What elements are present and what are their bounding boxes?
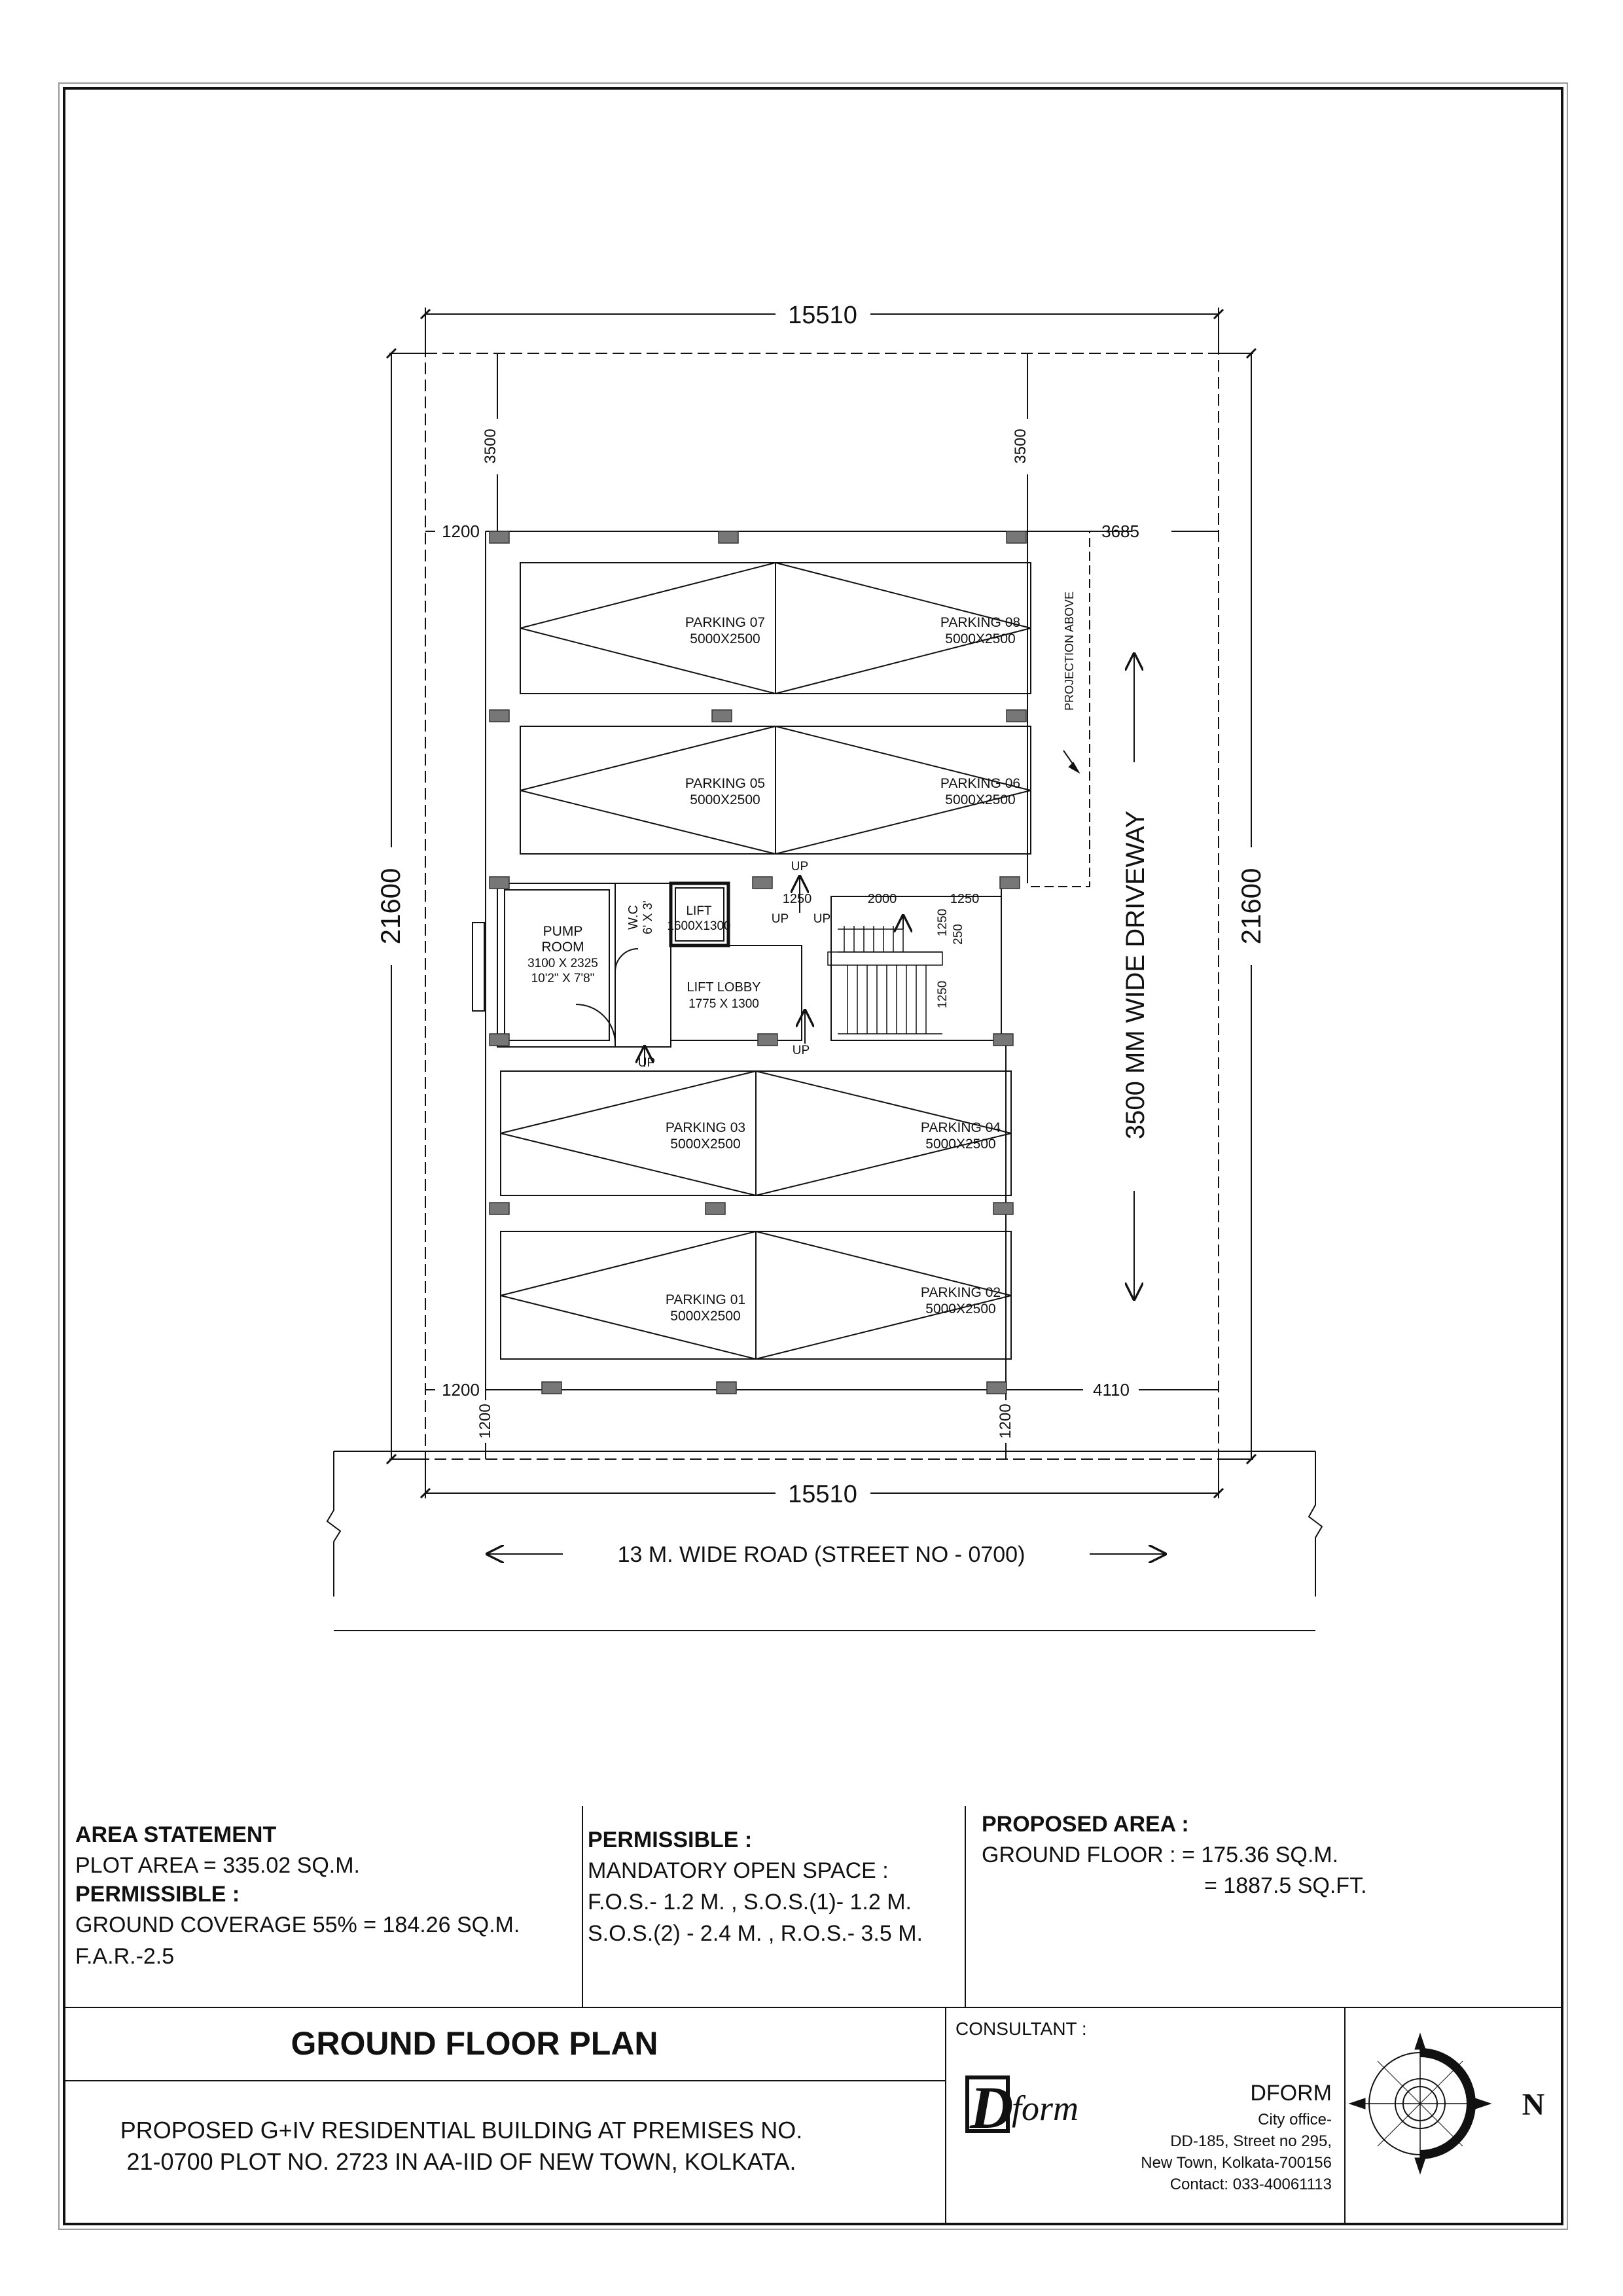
up-label-3: UP xyxy=(792,1044,810,1057)
plot-boundary xyxy=(425,353,1219,1459)
permissible-heading: PERMISSIBLE : xyxy=(588,1828,753,1852)
dim-top-setback-right: 3500 xyxy=(1012,429,1029,464)
project-line2: 21-0700 PLOT NO. 2723 IN AA-IID OF NEW TOWN, KOLKATA. xyxy=(126,2148,796,2175)
firm-address2: DD-185, Street no 295, xyxy=(1170,2132,1332,2150)
parking-04-label: PARKING 04 xyxy=(920,1120,1001,1135)
wc-label: W.C xyxy=(626,905,641,930)
north-compass-icon xyxy=(1349,2034,1491,2174)
parking-08-label: PARKING 08 xyxy=(940,615,1021,630)
parking-01-label: PARKING 01 xyxy=(665,1292,746,1307)
proposed-area-heading: PROPOSED AREA : xyxy=(982,1812,1189,1837)
dim-right-setback-top: 3685 xyxy=(1101,521,1139,541)
dim-front-setback-right: 1200 xyxy=(997,1404,1014,1439)
wc-size: 6' X 3' xyxy=(641,900,655,934)
lift-lobby-label: LIFT LOBBY xyxy=(687,980,761,995)
dim-right-height: 21600 xyxy=(1236,868,1266,945)
plot-area: PLOT AREA = 335.02 SQ.M. xyxy=(75,1853,360,1878)
parking-04-size: 5000X2500 xyxy=(925,1137,996,1152)
dform-logo xyxy=(967,2074,1079,2141)
dim-left-height: 21600 xyxy=(375,868,406,945)
lift-label: LIFT xyxy=(686,904,712,918)
dim-stair-1250-a: 1250 xyxy=(782,892,812,906)
parking-06-size: 5000X2500 xyxy=(945,792,1016,807)
parking-01-size: 5000X2500 xyxy=(670,1309,741,1324)
proposed-area-line1: GROUND FLOOR : = 175.36 SQ.M. xyxy=(982,1843,1339,1867)
lift-size: 1600X1300 xyxy=(667,919,731,933)
projection-label: PROJECTION ABOVE xyxy=(1063,591,1076,711)
dim-stair-1250-d: 1250 xyxy=(936,980,950,1009)
dim-bottom-width: 15510 xyxy=(788,1481,857,1508)
dim-top-setback-left: 3500 xyxy=(482,429,499,464)
parking-03-size: 5000X2500 xyxy=(670,1137,741,1152)
dim-top-width: 15510 xyxy=(788,302,857,329)
parking-05-size: 5000X2500 xyxy=(690,792,760,807)
projection-outline xyxy=(1027,531,1090,887)
area-statement-heading: AREA STATEMENT xyxy=(75,1822,277,1847)
logo-form: form xyxy=(1012,2089,1079,2128)
parking-03-label: PARKING 03 xyxy=(665,1120,746,1135)
pump-room-label-2: ROOM xyxy=(541,940,584,955)
dim-front-setback-left: 1200 xyxy=(476,1404,494,1439)
up-label-1: UP xyxy=(791,860,809,874)
dim-stair-1250-c: 1250 xyxy=(936,908,950,937)
parking-02-size: 5000X2500 xyxy=(925,1301,996,1316)
logo-d: D xyxy=(970,2074,1014,2141)
dim-right-setback-bottom: 4110 xyxy=(1093,1380,1130,1400)
north-label: N xyxy=(1522,2087,1545,2122)
far-value: F.A.R.-2.5 xyxy=(75,1944,175,1969)
dim-stair-250: 250 xyxy=(952,924,965,945)
proposed-area-line2: = 1887.5 SQ.FT. xyxy=(1204,1873,1367,1898)
project-line1: PROPOSED G+IV RESIDENTIAL BUILDING AT PREMISES NO. xyxy=(120,2117,803,2144)
dim-stair-1250-b: 1250 xyxy=(950,892,980,906)
lift-lobby-size: 1775 X 1300 xyxy=(688,997,759,1011)
parking-05-label: PARKING 05 xyxy=(685,776,766,791)
firm-contact: Contact: 033-40061113 xyxy=(1169,2176,1332,2193)
permissible-line3: S.O.S.(2) - 2.4 M. , R.O.S.- 3.5 M. xyxy=(588,1921,923,1946)
up-label-4: UP xyxy=(637,1056,656,1070)
plan-labels xyxy=(375,302,1266,1567)
driveway-label: 3500 MM WIDE DRIVEWAY xyxy=(1121,810,1150,1140)
parking-02-label: PARKING 02 xyxy=(920,1285,1001,1300)
firm-address1: City office- xyxy=(1258,2111,1332,2128)
dim-left-setback-top: 1200 xyxy=(442,521,480,541)
consultant-label: CONSULTANT : xyxy=(955,2019,1087,2039)
parking-08-size: 5000X2500 xyxy=(945,631,1016,646)
permissible-heading-left: PERMISSIBLE : xyxy=(75,1882,240,1907)
firm-name: DFORM xyxy=(1250,2081,1332,2106)
parking-07-size: 5000X2500 xyxy=(690,631,760,646)
pump-room-size: 3100 X 2325 xyxy=(527,957,598,970)
dim-left-setback-bottom: 1200 xyxy=(442,1380,480,1400)
pump-room-size-ft: 10'2" X 7'8" xyxy=(531,972,595,985)
parking-06-label: PARKING 06 xyxy=(940,776,1021,791)
pump-room-label-1: PUMP xyxy=(543,924,583,939)
dim-stair-2000: 2000 xyxy=(867,892,897,906)
area-statement xyxy=(75,1806,1367,2007)
road-label: 13 M. WIDE ROAD (STREET NO - 0700) xyxy=(617,1542,1026,1567)
title-block xyxy=(64,2007,1562,2224)
firm-address3: New Town, Kolkata-700156 xyxy=(1141,2154,1332,2172)
permissible-line1: MANDATORY OPEN SPACE : xyxy=(588,1858,889,1883)
permissible-line2: F.O.S.- 1.2 M. , S.O.S.(1)- 1.2 M. xyxy=(588,1890,912,1915)
parking-07-label: PARKING 07 xyxy=(685,615,766,630)
up-label-5: UP xyxy=(813,912,831,926)
up-label-2: UP xyxy=(771,912,789,926)
ground-coverage: GROUND COVERAGE 55% = 184.26 SQ.M. xyxy=(75,1913,520,1937)
drawing-title: GROUND FLOOR PLAN xyxy=(291,2025,658,2062)
